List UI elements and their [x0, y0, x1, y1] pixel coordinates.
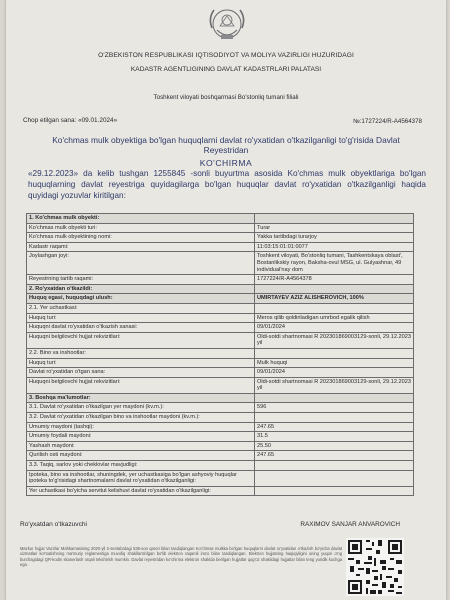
field-label: 2.1. Yer uchastkasi:: [27, 303, 255, 313]
field-value: Mulk huquqi: [255, 358, 414, 368]
field-value: 247.65: [255, 422, 414, 432]
field-label: Ipoteka, bino va inshootlar, shuningdek, yer uchastkasiga bo'lgan ashyoviy huquqlar ipoteka to'g'risidagi shartnomalarni davlat ro'yxatidan o'tkazilganligi:: [27, 470, 255, 486]
document-title: Ko'chmas mulk obyektiga bo'lgan huquqlarni davlat ro'yxatidan o'tkazilganligi to'g'risida Davlat Reyestridan: [52, 135, 400, 155]
intro-paragraph: «29.12.2023» da kelib tushgan 1255845 -sonli buyurtma asosida Ko'chmas mulk obyektlariga bo'lgan huquqlarning davlat reyestriga quyidagilarga bo'lgan huquqlar davlat ro'yxatidan o'tkazilganligi haqida quyidagi yozuvlar kiritilgan:: [28, 169, 426, 200]
field-label: Huquqni belgilovchi hujjat rekvizitlari:: [27, 377, 255, 393]
field-value: Turar: [255, 223, 414, 233]
print-date: Chop etilgan sana: «09.01.2024»: [23, 117, 118, 124]
table-row: [27, 313, 414, 323]
field-label: Reyestrning tartib raqami:: [27, 275, 255, 285]
field-label: Huquq egasi, huquqdagi ulush:: [27, 294, 255, 304]
field-label: Joylashgan joyi:: [27, 252, 255, 275]
field-value: Oldi-sotdi shartnomasi R 202301869003129-sonli, 29.12.2023 yil: [255, 332, 414, 348]
agency-title: KADASTR AGENTLIGINING DAVLAT KADASTRLARI PALATASI: [130, 66, 322, 73]
field-value: 596: [255, 403, 414, 413]
field-label: Umumiy maydoni (tashqi):: [27, 422, 255, 432]
table-row: [27, 413, 414, 423]
table-row: [27, 242, 414, 252]
table-row: [27, 332, 414, 348]
field-label: Huquqni davlat ro'yxatidan o'tkazish sanasi:: [27, 323, 255, 333]
field-value: [255, 470, 414, 486]
registrar-name: RAXIMOV SANJAR ANVAROVICH: [300, 521, 400, 528]
table-row: [27, 461, 414, 471]
table-row: [27, 303, 414, 313]
field-value: 1727224/R-A4564378: [255, 275, 414, 285]
branch-title: Toshkent viloyati boshqarmasi Bo'stonliq tumani filiali: [153, 94, 299, 101]
field-value: UMIRTAYEV AZIZ ALISHEROVICH, 100%: [255, 294, 414, 304]
field-label: Huquq turi:: [27, 313, 255, 323]
field-label: Kadastr raqami:: [27, 242, 255, 252]
table-row: [27, 233, 414, 243]
field-label: Huquqni belgilovchi hujjat rekvizitlari:: [27, 332, 255, 348]
table-row: [27, 358, 414, 368]
fine-print: Mazkur hujjat Vazirlar Mahkamasining 2020-yil 2-sentabrdagi 535-son qarori bilan tasdiqlangan Ko'chmas mulkka bo'lgan huquqlarni davlat ro'yxatidan o'tkazish bo'yicha davlat xizmatlari ko'rsatishning ma'muriy reglamentiga muvofiq shakllantirilgan bo'lib elektron raqamli imzo bilan tasdiqlangan. Elektron hujjatning haqiqiyligini uning yuqori o'ng burchagidagi QR-kodni skanerlash orqali tekshirish mumkin. Davlat reyestridan ko'chirma elektron shaklda berilgan hujjatlar qog'oz shaklidagi hujjatlar bilan teng yuridik kuchga ega.: [20, 546, 342, 567]
table-row: [27, 486, 414, 496]
field-label: Yer uchastkasi bo'yicha servitut kelishuvi davlat ro'yxatidan o'tkazilganligi:: [27, 486, 255, 496]
field-label: 2.2. Bino va inshootlar:: [27, 348, 255, 358]
table-row: [27, 275, 414, 285]
field-value: [255, 214, 414, 224]
field-label: Ko'chmas mulk obyekti turi:: [27, 223, 255, 233]
field-value: Meros qilib qoldiriladigan umrbod egalik qilish: [255, 313, 414, 323]
table-section-row: [27, 294, 414, 304]
field-value: [255, 303, 414, 313]
field-value: Yakka tartibdagi turarjoy: [255, 233, 414, 243]
table-row: [27, 432, 414, 442]
table-row: [27, 223, 414, 233]
table-row: [27, 252, 414, 275]
registrar-label: Ro'yxatdan o'tkazuvchi: [20, 521, 88, 528]
field-label: 3.2. Davlat ro'yxatidan o'tkazilgan bino va inshootlar maydoni (kv.m.):: [27, 413, 255, 423]
field-value: Oldi-sotdi shartnomasi R 202301869003129-sonli, 29.12.2023 yil: [255, 377, 414, 393]
field-label: 1. Ko'chmas mulk obyekti:: [27, 214, 255, 224]
field-label: Davlat ro'yxatidan o'tgan sana:: [27, 368, 255, 378]
field-label: Qurilish osti maydoni:: [27, 451, 255, 461]
registration-number: №:1727224/R-A4564378: [353, 118, 422, 125]
field-value: [255, 461, 414, 471]
table-row: [27, 451, 414, 461]
table-row: [27, 441, 414, 451]
state-emblem-icon: [202, 4, 252, 46]
table-row: [27, 348, 414, 358]
field-value: [255, 348, 414, 358]
table-row: [27, 377, 414, 393]
field-label: 3.3. Taqiq, sarlov yoki cheklovlar mavjudligi:: [27, 461, 255, 471]
document-subtitle: KO'CHIRMA: [199, 158, 253, 168]
registry-table: [26, 213, 414, 496]
field-value: 25.50: [255, 441, 414, 451]
field-value: Toshkent viloyati, Bo'stonliq tumani, Tashkentskaya oblast', Bostanlikskiy rayon, Baksha-ovul MSG, ul. Gulyashnar, 49 individual'nay dom: [255, 252, 414, 275]
table-section-row: [27, 214, 414, 224]
field-value: [255, 393, 414, 403]
field-label: Yashash maydoni:: [27, 441, 255, 451]
table-row: [27, 323, 414, 333]
document-page: [6, 0, 446, 600]
field-value: 09/01/2024: [255, 368, 414, 378]
field-value: 09/01/2024: [255, 323, 414, 333]
field-value: [255, 486, 414, 496]
org-title: O'ZBEKISTON RESPUBLIKASI IQTISODIYOT VA MOLIYA VAZIRLIGI HUZURIDAGI: [98, 52, 354, 59]
table-row: [27, 368, 414, 378]
field-label: Huquq turi:: [27, 358, 255, 368]
table-row: [27, 470, 414, 486]
field-label: Umumiy foydali maydoni:: [27, 432, 255, 442]
field-value: [255, 413, 414, 423]
field-value: [255, 284, 414, 294]
field-label: 3. Boshqa ma'lumotlar:: [27, 393, 255, 403]
table-row: [27, 422, 414, 432]
table-section-row: [27, 393, 414, 403]
table-row: [27, 403, 414, 413]
qr-code-icon[interactable]: [346, 538, 404, 596]
field-label: 3.1. Davlat ro'yxatidan o'tkazilgan yer maydoni (kv.m.):: [27, 403, 255, 413]
field-label: 2. Ro'yxatdan o'tkazildi:: [27, 284, 255, 294]
field-label: Ko'chmas mulk obyektining nomi:: [27, 233, 255, 243]
field-value: 31.5: [255, 432, 414, 442]
table-section-row: [27, 284, 414, 294]
field-value: 11:03:15:01:01:0077: [255, 242, 414, 252]
field-value: 247.65: [255, 451, 414, 461]
